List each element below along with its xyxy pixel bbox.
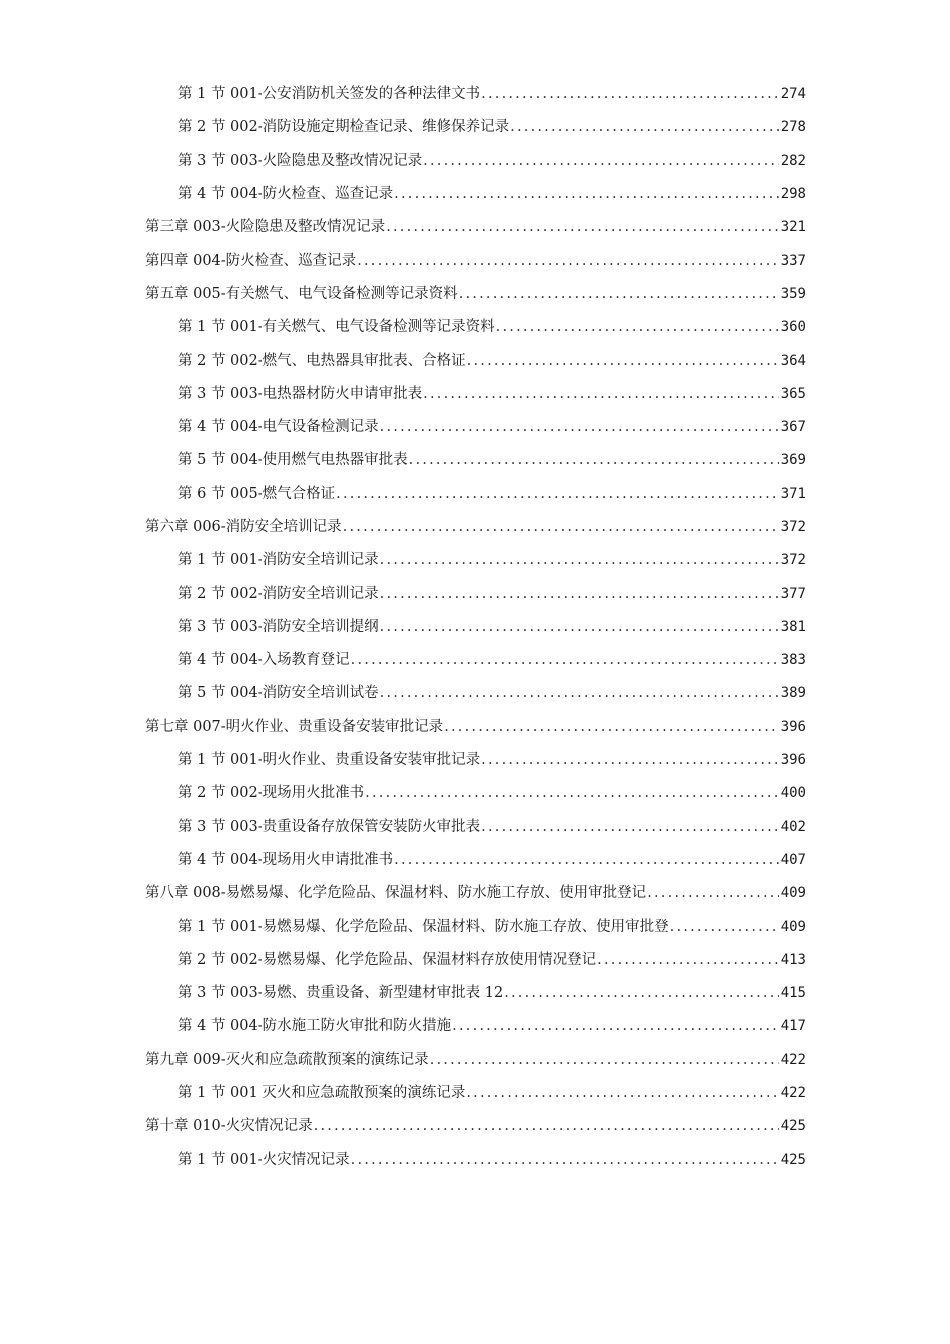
toc-chapter-entry[interactable] [0, 1042, 950, 1075]
toc-page-number: 409 [780, 885, 806, 902]
toc-page-number: 402 [780, 818, 806, 835]
dot-leader [481, 86, 779, 102]
toc-entry-title: 第 1 节 001-明火作业、贵重设备安装审批记录 [178, 752, 481, 769]
toc-page-number: 278 [780, 119, 806, 136]
dot-leader [394, 852, 779, 868]
dot-leader [423, 386, 779, 402]
dot-leader [409, 452, 779, 468]
toc-section-entry[interactable] [0, 1142, 950, 1175]
dot-leader [467, 353, 779, 369]
toc-page-number: 377 [780, 585, 806, 602]
dot-leader [380, 419, 779, 435]
dot-leader [452, 1018, 779, 1034]
toc-page-number: 274 [780, 86, 806, 103]
dot-leader [647, 885, 779, 901]
toc-chapter-entry[interactable] [0, 242, 950, 275]
toc-entry-title: 第 1 节 001 灭火和应急疏散预案的演练记录 [178, 1085, 466, 1102]
dot-leader [343, 519, 779, 535]
dot-leader [357, 253, 779, 269]
toc-entry-title: 第六章 006-消防安全培训记录 [145, 519, 342, 535]
toc-entry-title: 第 4 节 004-电气设备检测记录 [178, 419, 379, 436]
toc-entry-title: 第 3 节 003-消防安全培训提纲 [178, 618, 379, 635]
dot-leader [380, 685, 779, 701]
toc-page-number: 383 [780, 652, 806, 669]
toc-entry-title: 第 4 节 004-防火检查、巡查记录 [178, 186, 394, 203]
dot-leader [351, 652, 779, 668]
dot-leader [459, 286, 779, 302]
toc-entry-title: 第 3 节 003-易燃、贵重设备、新型建材审批表 12 [178, 985, 504, 1002]
toc-entry-title: 第 2 节 002-消防设施定期检查记录、维修保养记录 [178, 119, 510, 136]
toc-entry-title: 第 1 节 001-火灾情况记录 [178, 1151, 350, 1168]
table-of-contents [0, 76, 950, 1175]
toc-section-entry[interactable] [0, 742, 950, 775]
dot-leader [351, 1152, 779, 1168]
toc-page-number: 282 [780, 152, 806, 169]
dot-leader [380, 552, 779, 568]
toc-page-number: 337 [780, 252, 806, 269]
toc-entry-title: 第七章 007-明火作业、贵重设备安装审批记录 [145, 718, 444, 735]
toc-page-number: 409 [780, 918, 806, 935]
toc-page-number: 367 [780, 419, 806, 436]
dot-leader [670, 919, 779, 935]
dot-leader [504, 985, 779, 1001]
toc-page-number: 400 [780, 785, 806, 802]
toc-chapter-entry[interactable] [0, 509, 950, 542]
dot-leader [597, 952, 779, 968]
toc-section-entry[interactable] [0, 342, 950, 375]
toc-entry-title: 第 4 节 004-入场教育登记 [178, 652, 350, 669]
toc-entry-title: 第四章 004-防火检查、巡查记录 [145, 252, 357, 269]
toc-page-number: 422 [780, 1051, 806, 1068]
toc-entry-title: 第九章 009-灭火和应急疏散预案的演练记录 [145, 1051, 429, 1068]
toc-section-entry[interactable] [0, 675, 950, 708]
toc-section-entry[interactable] [0, 409, 950, 442]
toc-entry-title: 第 2 节 002-燃气、电热器具审批表、合格证 [178, 352, 466, 369]
toc-page-number: 364 [780, 352, 806, 369]
toc-entry-title: 第八章 008-易燃易爆、化学危险品、保温材料、防水施工存放、使用审批登记 [145, 885, 647, 902]
toc-entry-title: 第 4 节 004-现场用火申请批准书 [178, 851, 394, 868]
toc-page-number: 415 [780, 985, 806, 1002]
dot-leader [510, 119, 779, 135]
toc-page-number: 360 [780, 319, 806, 336]
toc-entry-title: 第 3 节 003-电热器材防火申请审批表 [178, 385, 423, 402]
toc-section-entry[interactable] [0, 309, 950, 342]
toc-page-number: 422 [780, 1085, 806, 1102]
toc-page-number: 396 [780, 752, 806, 769]
toc-chapter-entry[interactable] [0, 875, 950, 908]
dot-leader [481, 752, 779, 768]
toc-entry-title: 第 1 节 001-消防安全培训记录 [178, 552, 379, 569]
toc-chapter-entry[interactable] [0, 209, 950, 242]
toc-entry-title: 第 1 节 001-易燃易爆、化学危险品、保温材料、防水施工存放、使用审批登 [178, 918, 669, 935]
toc-section-entry[interactable] [0, 176, 950, 209]
toc-page-number: 365 [780, 385, 806, 402]
toc-entry-title: 第 3 节 003-贵重设备存放保管安装防火审批表 [178, 818, 481, 835]
dot-leader [481, 819, 779, 835]
dot-leader [423, 153, 779, 169]
toc-entry-title: 第 6 节 005-燃气合格证 [178, 485, 336, 502]
toc-page-number: 371 [780, 485, 806, 502]
toc-section-entry[interactable] [0, 1008, 950, 1041]
toc-section-entry[interactable] [0, 1075, 950, 1108]
toc-chapter-entry[interactable] [0, 709, 950, 742]
toc-entry-title: 第 2 节 002-消防安全培训记录 [178, 585, 379, 602]
dot-leader [365, 785, 779, 801]
toc-entry-title: 第 2 节 002-现场用火批准书 [178, 785, 365, 802]
toc-section-entry[interactable] [0, 476, 950, 509]
dot-leader [444, 719, 779, 735]
toc-section-entry[interactable] [0, 376, 950, 409]
toc-page-number: 359 [780, 285, 806, 302]
toc-section-entry[interactable] [0, 609, 950, 642]
toc-section-entry[interactable] [0, 575, 950, 608]
dot-leader [466, 1085, 778, 1101]
toc-page-number: 369 [780, 452, 806, 469]
toc-page-number: 417 [780, 1018, 806, 1035]
toc-section-entry[interactable] [0, 908, 950, 941]
dot-leader [394, 186, 779, 202]
toc-section-entry[interactable] [0, 542, 950, 575]
toc-page-number: 372 [780, 552, 806, 569]
toc-section-entry[interactable] [0, 109, 950, 142]
toc-page-number: 381 [780, 618, 806, 635]
toc-chapter-entry[interactable] [0, 276, 950, 309]
toc-section-entry[interactable] [0, 842, 950, 875]
toc-entry-title: 第十章 010-火灾情况记录 [145, 1118, 313, 1135]
toc-entry-title: 第 1 节 001-有关燃气、电气设备检测等记录资料 [178, 319, 495, 336]
dot-leader [380, 586, 779, 602]
toc-section-entry[interactable] [0, 642, 950, 675]
toc-entry-title: 第五章 005-有关燃气、电气设备检测等记录资料 [145, 285, 458, 302]
toc-entry-title: 第 1 节 001-公安消防机关签发的各种法律文书 [178, 86, 481, 103]
toc-page-number: 425 [780, 1151, 806, 1168]
toc-page-number: 298 [780, 186, 806, 203]
toc-page-number: 396 [780, 718, 806, 735]
toc-section-entry[interactable] [0, 442, 950, 475]
toc-section-entry[interactable] [0, 76, 950, 109]
toc-chapter-entry[interactable] [0, 1108, 950, 1141]
dot-leader [380, 619, 779, 635]
toc-page-number: 407 [780, 851, 806, 868]
toc-entry-title: 第 5 节 004-消防安全培训试卷 [178, 685, 379, 702]
toc-page-number: 413 [780, 951, 806, 968]
dot-leader [336, 486, 779, 502]
toc-entry-title: 第 4 节 004-防水施工防火审批和防火措施 [178, 1018, 452, 1035]
toc-page-number: 321 [780, 219, 806, 236]
toc-section-entry[interactable] [0, 143, 950, 176]
toc-section-entry[interactable] [0, 975, 950, 1008]
toc-section-entry[interactable] [0, 942, 950, 975]
toc-entry-title: 第 5 节 004-使用燃气电热器审批表 [178, 452, 408, 469]
toc-entry-title: 第 3 节 003-火险隐患及整改情况记录 [178, 152, 423, 169]
dot-leader [386, 219, 779, 235]
toc-section-entry[interactable] [0, 775, 950, 808]
toc-page-number: 372 [780, 519, 806, 535]
toc-section-entry[interactable] [0, 809, 950, 842]
dot-leader [314, 1118, 779, 1134]
dot-leader [496, 319, 779, 335]
toc-page-number: 425 [780, 1118, 806, 1135]
toc-entry-title: 第 2 节 002-易燃易爆、化学危险品、保温材料存放使用情况登记 [178, 951, 597, 968]
dot-leader [430, 1052, 779, 1068]
toc-page-number: 389 [780, 685, 806, 702]
toc-entry-title: 第三章 003-火险隐患及整改情况记录 [145, 219, 386, 236]
